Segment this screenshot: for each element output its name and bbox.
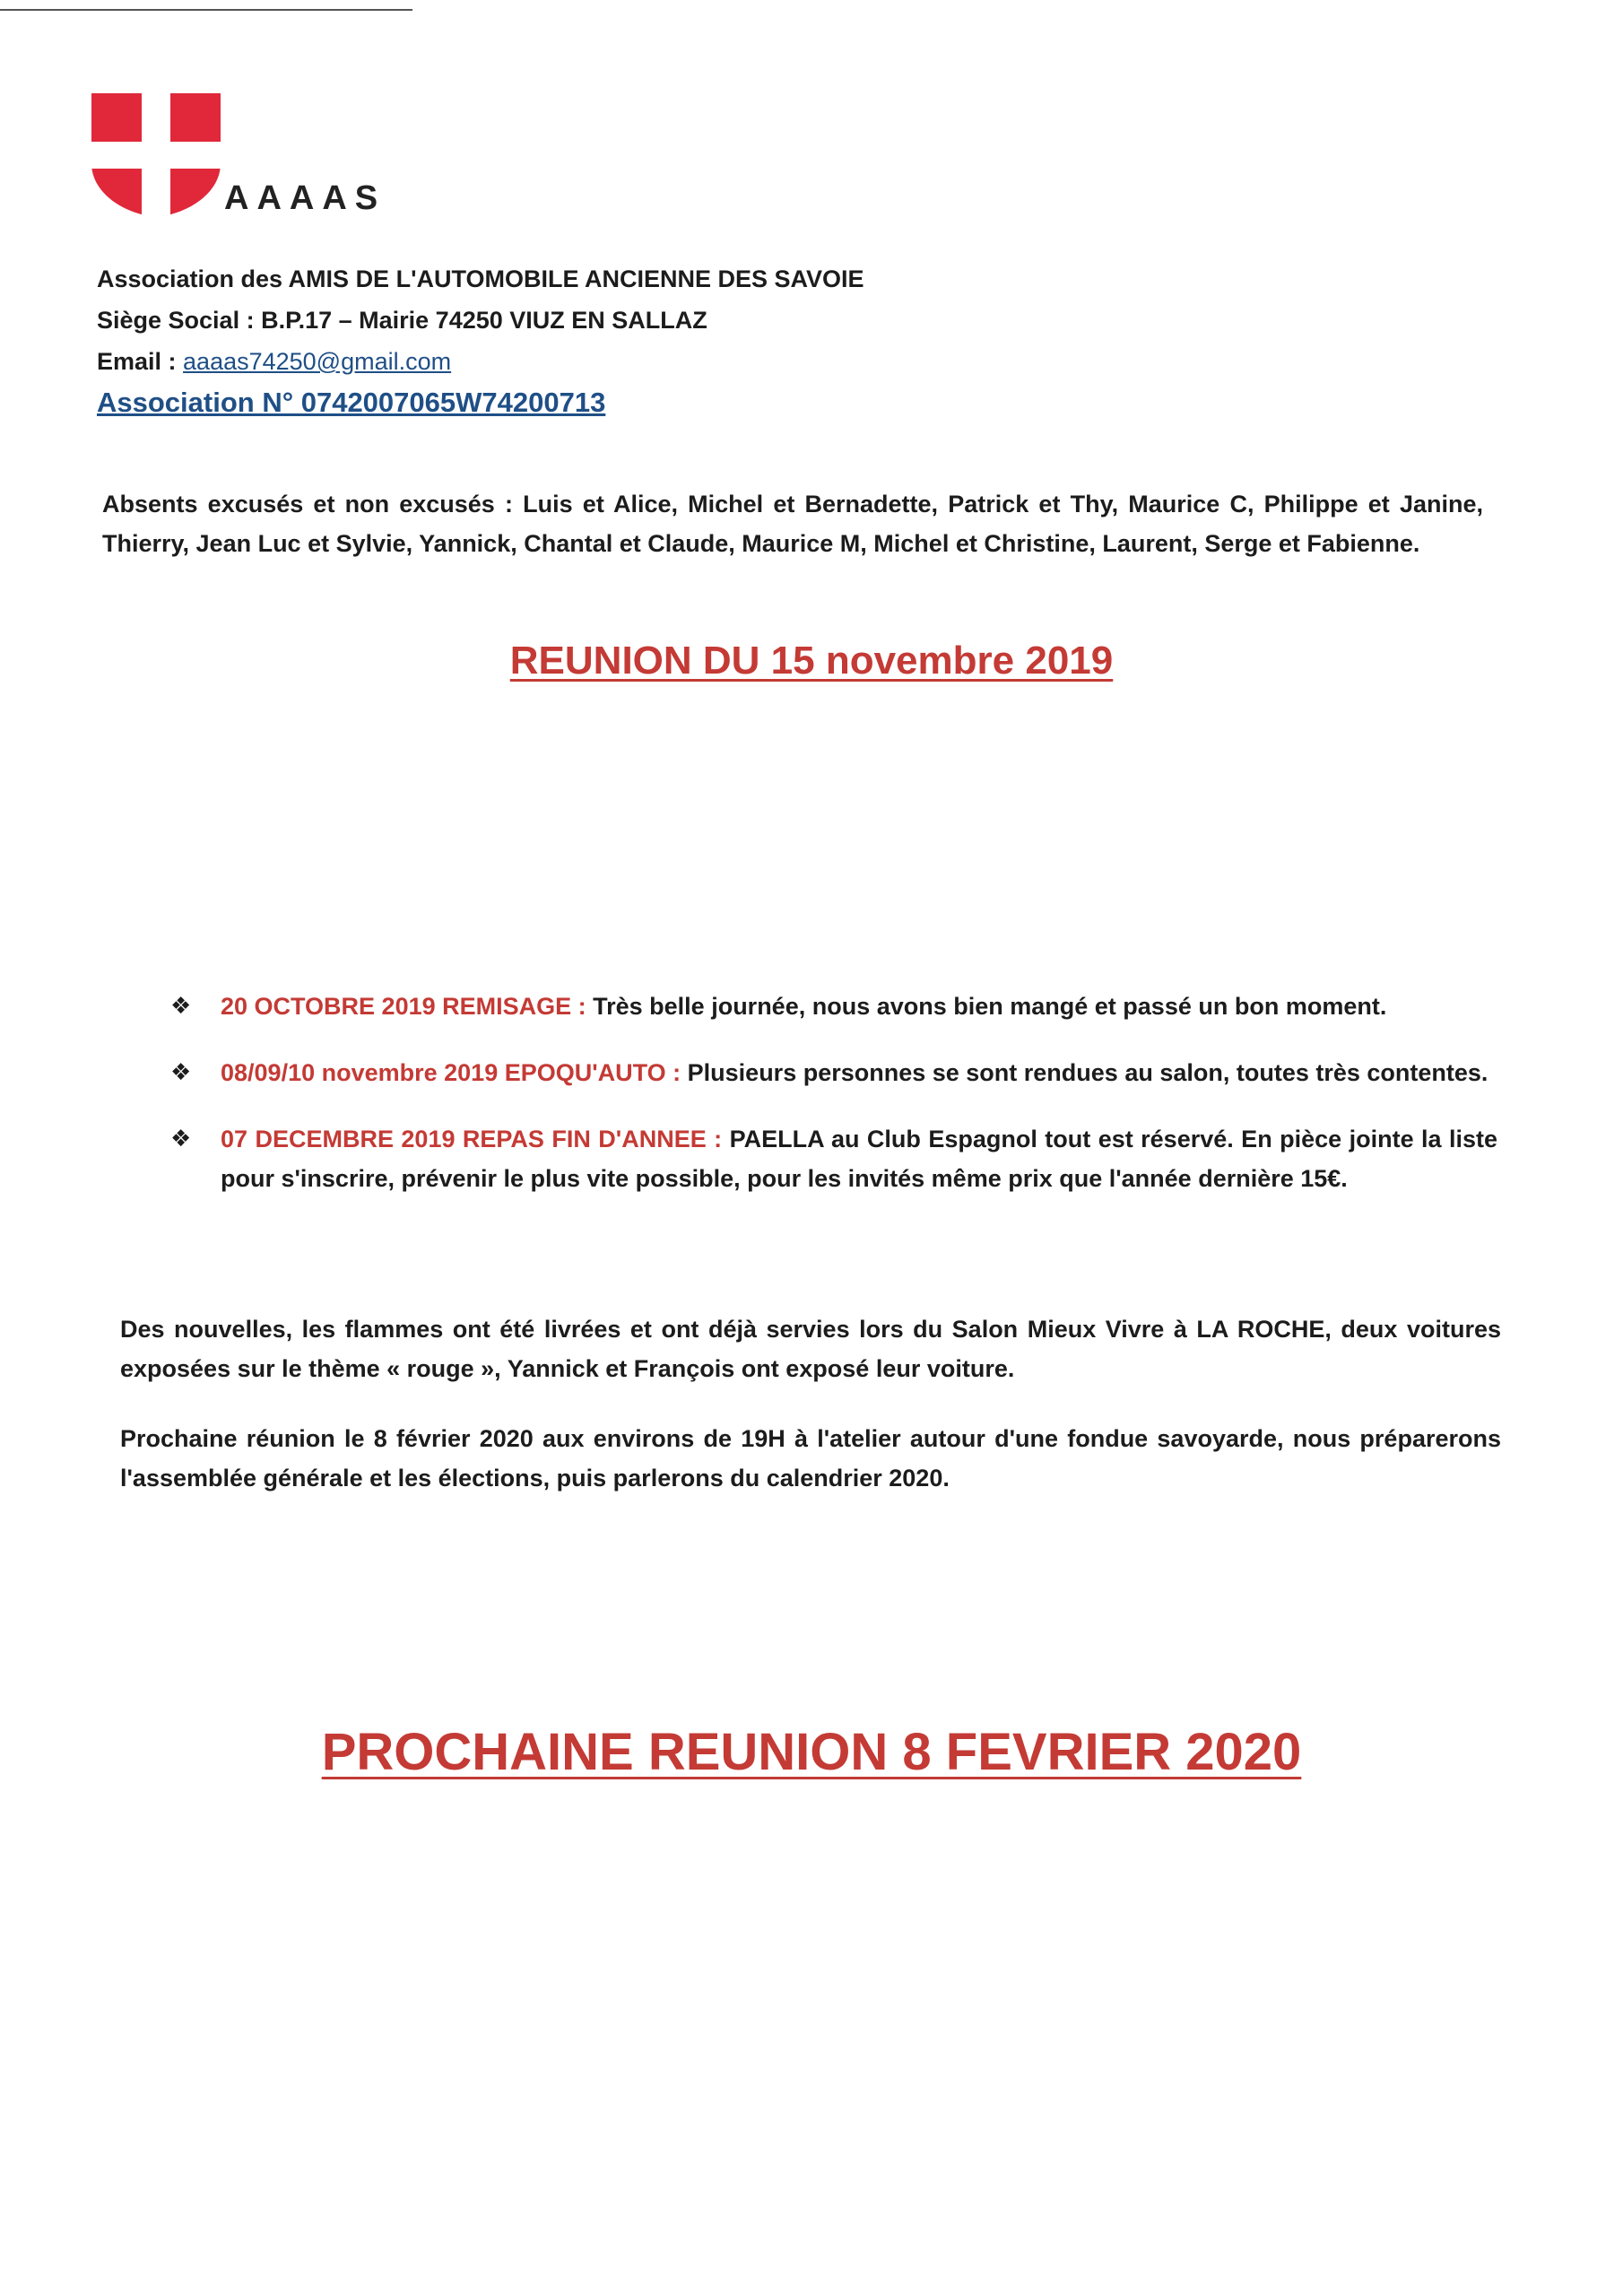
agenda-item-label: 20 OCTOBRE 2019 REMISAGE : [221, 993, 586, 1020]
agenda-item-text: Plusieurs personnes se sont rendues au salon, toutes très contentes. [681, 1059, 1488, 1086]
agenda-item [170, 1119, 1497, 1198]
association-header [97, 258, 864, 423]
association-name: Association des AMIS DE L'AUTOMOBILE ANCIENNE DES SAVOIE [97, 265, 864, 292]
diamond-bullet-icon: ❖ [170, 1059, 192, 1086]
email-link[interactable]: aaaas74250@gmail.com [183, 348, 452, 375]
agenda-item-text: Très belle journée, nous avons bien mangé et passé un bon moment. [586, 993, 1387, 1020]
agenda-item [170, 987, 1497, 1026]
top-rule [0, 9, 412, 11]
next-meeting-paragraph: Prochaine réunion le 8 février 2020 aux environs de 19H à l'atelier autour d'une fondue savoyarde, nous préparerons l'assemblée générale et les élections, puis parlerons du calendrier 2020. [120, 1425, 1501, 1492]
agenda-item-label: 07 DECEMBRE 2019 REPAS FIN D'ANNEE : [221, 1126, 723, 1152]
meeting-title: REUNION DU 15 novembre 2019 [509, 639, 1114, 683]
agenda-item-text: PAELLA au Club Espagnol tout est réservé. En pièce jointe la liste pour s'inscrire, prévenir le plus vite possible, pour les invités même prix que l'année dernière 15€. [221, 1126, 1497, 1192]
association-acronym: AAAAS [224, 179, 386, 217]
savoie-shield-logo [90, 91, 222, 219]
agenda-list [170, 987, 1497, 1225]
news-paragraph: Des nouvelles, les flammes ont été livrées et ont déjà servies lors du Salon Mieux Vivre à LA ROCHE, deux voitures exposées sur le thème « rouge », Yannick et François ont exposé leur voiture. [120, 1316, 1501, 1382]
absents-list: Absents excusés et non excusés : Luis et Alice, Michel et Bernadette, Patrick et Thy, Maurice C, Philippe et Janine, Thierry, Jean Luc et Sylvie, Yannick, Chantal et Claude, Maurice M, Michel et Christine, Laurent, Serge et Fabienne. [102, 491, 1483, 557]
diamond-bullet-icon: ❖ [170, 993, 192, 1020]
diamond-bullet-icon: ❖ [170, 1126, 192, 1152]
email-label: Email : [97, 348, 184, 375]
agenda-item [170, 1053, 1497, 1092]
siege-social: Siège Social : B.P.17 – Mairie 74250 VIUZ EN SALLAZ [97, 307, 707, 334]
email-line [97, 341, 864, 382]
next-meeting-heading: PROCHAINE REUNION 8 FEVRIER 2020 [321, 1723, 1302, 1781]
association-number: Association N° 0742007065W74200713 [97, 387, 606, 418]
agenda-item-label: 08/09/10 novembre 2019 EPOQU'AUTO : [221, 1059, 681, 1086]
